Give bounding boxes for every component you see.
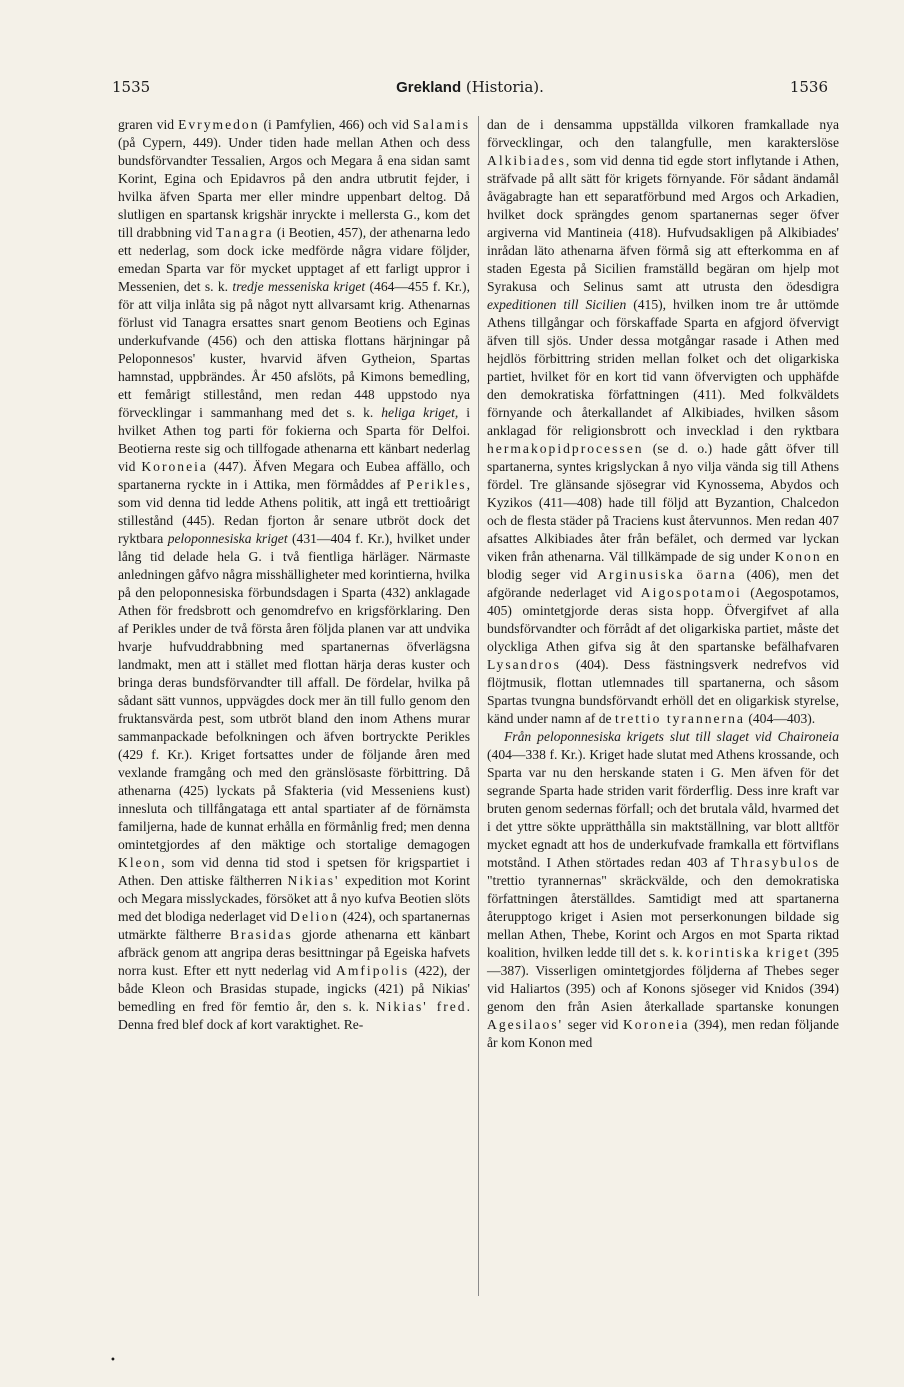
header-title <box>112 78 828 96</box>
spaced-name: Brasidas <box>229 927 293 942</box>
italic-term: tredje messeniska kriget <box>232 279 366 294</box>
right-paragraph-1: dan de i densamma uppställda vilkoren framkallade nya förvecklingar, och den talangfulle, men karakterslöse Alkibiades, som vid denna tid egde stort inflytande i Athen, sträfvade på allt sätt för krigets förnyande. För sådant ändamål åvägabragte han ett separatförbund med Argos och Arkadien, hvilket dock sprängdes genom spartanernas seger öfver argiverna vid Mantineia (418). Hufvudsakligen på Alkibiades' inrådan läto athenarna äfven förmå sig att efterkomma en af staden Egesta på Sicilien framställd begäran om hjelp mot Syrakusa och Selinus samt att utrusta den ödesdigra expeditionen till Sicilien (415), hvilken inom tre år uttömde Athens tillgångar och förskaffade Sparta en afgjord öfvervigt äfven till sjös. Under dessa motgångar rasade i Athen med hejdlös förbittring striden mellan folket och det oligarkiska partiet, hvilket för en kort tid vann öfvervigten och upphäfde den demokratiska författningen (411). Med folkväldets förnyande och återkallandet af Alkibiades, hvilken såsom anklagad för religionsbrott och invecklad i den ryktbara hermakopidprocessen (se d. o.) hade gått öfver till spartanerna, syntes krigslyckan å nyo vilja vända sig till Athens fördel. Tre glänsande sjösegrar vid Kynossema, Abydos och Kyzikos (411—408) hade till följd att Byzantion, Chalcedon och de flesta städer på Traciens kust återvunnos. Men redan 407 afsattes Alkibiades åter från befälet, och dermed var lyckan viken från athenarna. Väl tillkämpade de sig under Konon en blodig seger vid Arginusiska öarna (406), men det afgörande nederlaget vid Aigospotamoi (Aegospotamos, 405) omintetgjorde deras sista hopp. Öfvergifvet af alla bundsförvandter och förrådt af det oligarkiska partiet, måste det olyckliga Athen gifva sig åt den spartanske befälhafvaren Lysandros (404). Dess fästningsverk nedrefvos vid flöjtmusik, flottan utlemnades till spartanerna, och såsom Spartas tvungna bundsförvandt erhöll det en oligarkisk styrelse, känd under namn af de trettio tyrannerna (404—403). <box>487 117 840 726</box>
left-paragraph: graren vid Evrymedon (i Pamfylien, 466) och vid Salamis (på Cypern, 449). Under tiden hade mellan Athen och dess bundsförvandter Tessalien, Argos och Megara å ena sidan samt Korint, Egina och Epidavros på den andra utbrutit fejder, i hvilka äfven Sparta mer eller mindre uppenbart deltog. Då slutligen en spartansk krigshär inryckte i mellersta G., kom det till drabbning vid Tanagra (i Beotien, 457), der athenarna ledo ett nederlag, som dock icke medförde några vidare följder, emedan Sparta var för mycket upptaget af ett farligt uppror i Messenien, det s. k. tredje messeniska kriget (464—455 f. Kr.), för att vilja inlåta sig på något nytt allvarsamt krig. Athenarnas förlust vid Tanagra ersattes snart genom Beotiens och Eginas underkufvande (456) och den attiska flottans härjningar på Peloponnesos' kuster, hvarvid äfven Gytheion, Spartas hamnstad, uppbrändes. År 450 afslöts, på Kimons bemedling, ett femårigt stillestånd, men redan 448 uppstodo nya förvecklingar i sammanhang med det s. k. heliga kriget, i hvilket Athen tog parti för fokierna och Sparta för Delfoi. Beotierna reste sig och tillfogade athenarna ett känbart nederlag vid Koroneia (447). Äfven Megara och Eubea affällo, och spartanerna ryckte in i Attika, men förmåddes af Perikles, som vid denna tid ledde Athens politik, att ingå ett trettioårigt stillestånd (445). Redan fjorton år senare utbröt dock det ryktbara peloponnesiska kriget (431—404 f. Kr.), hvilket under lång tid delade hela G. i två fientliga härläger. Närmaste anledningen gåfvo några misshälligheter med korintierna, hvilka på den peloponnesiska förbundsdagen i Sparta (432) anklagade Athen för fredsbrott och genomdrefvo en krigsförklaring. Den af Perikles under de två första åren följda planen var att undvika hvarje hufvuddrabbning med spartanernas öfverlägsna landmakt, men att i stället med flottan härja deras kuster och bringa deras bundsförvandter till affall. De fördelar, hvilka på sådant sätt vunnos, uppvägdes dock mer än till fullo genom den fruktansvärda pest, som utbröt bland den inom Athens murar sammanpackade befolkningen och äfven bortryckte Perikles (429 f. Kr.). Kriget fortsattes under de följande åren med vexlande framgång och med den gränslösaste förbittring. Då athenarna (425) lyckats på Sfakteria (vid Messeniens kust) innesluta och tillfångataga ett antal spartiater af de förnämsta familjerna, hade de kunnat erhålla en förmånlig fred; men denna omintetgjordes af den mäktige och stortalige demagogen Kleon, som vid denna tid stod i spetsen för krigspartiet i Athen. Den attiske fältherren Nikias' expedition mot Korint och Megara misslyckades, försöket att å nyo kufva Beotien slöts med det blodiga nederlaget vid Delion (424), och spartanernas utmärkte fältherre Brasidas gjorde athenarna ett känbart afbräck genom att angripa deras besittningar på Egeiska hafvets norra kust. Efter ett nytt nederlag vid Amfipolis (422), der både Kleon och Brasidas stupade, ingicks (421) på Nikias' bemedling en fred för femtio år, den s. k. Nikias' fred. Denna fred blef dock af kort varaktighet. Re- <box>118 117 471 1032</box>
spaced-name: Salamis <box>412 117 470 132</box>
spaced-name: Perikles <box>406 477 467 492</box>
header-title-bold: Grekland <box>396 79 462 96</box>
running-header <box>112 78 828 100</box>
spaced-name: Koroneia <box>141 459 208 474</box>
spaced-name: Nikias' <box>287 873 340 888</box>
spaced-name: Amfipolis <box>336 963 410 978</box>
right-column <box>487 116 839 1052</box>
header-title-rest: (Historia). <box>461 78 544 96</box>
spaced-name: Lysandros <box>487 657 561 672</box>
spaced-name: Arginusiska öarna <box>597 567 737 582</box>
spaced-name: hermakopidprocessen <box>487 441 644 456</box>
column-divider <box>478 116 479 1296</box>
spaced-name: Thrasybulos <box>730 855 820 870</box>
italic-term: expeditionen till Sicilien <box>487 297 627 312</box>
spaced-name: Kleon <box>118 855 162 870</box>
spaced-name: Agesilaos' <box>487 1017 564 1032</box>
italic-term: heliga kriget, <box>381 405 459 420</box>
spaced-name: Delion <box>290 909 340 924</box>
spaced-name: korintiska kriget <box>686 945 811 960</box>
margin-mark: • <box>110 1355 116 1366</box>
spaced-name: Koroneia <box>622 1017 690 1032</box>
spaced-name: Nikias' fred <box>375 999 467 1014</box>
spaced-name: Alkibiades <box>487 153 566 168</box>
italic-term: Från peloponnesiska krigets slut till slaget vid Chaironeia <box>504 729 839 744</box>
right-paragraph-2: Från peloponnesiska krigets slut till slaget vid Chaironeia (404—338 f. Kr.). Kriget hade slutat med Athens krossande, och Sparta var nu den herskande staten i G. Men äfven för det segrande Sparta hade striden varit förderflig. Dess inre kraft var bruten genom sedernas förfall; och det brutala våld, hvarmed det i det yttre sökte upprätthålla sin maktställning, var blott alltför mycket egnadt att hos de underkufvade framkalla ett förtviflans motstånd. I Athen störtades redan 403 af Thrasybulos de "trettio tyrannernas" skräckvälde, och den demokratiska författningen återställdes. Samtidigt med att spartanerna återupptogo kriget i Asien mot perserkonungen bildade sig mellan Athen, Thebe, Korint och Argos en mot Sparta riktad koalition, hvilken ledde till det s. k. korintiska kriget (395—387). Visserligen omintetgjordes följderna af Thebes seger vid Haliartos (395) och af Konons sjöseger vid Knidos (394) genom den från Asien återkallade spartanske konungen Agesilaos' seger vid Koroneia (394), men redan följande år kom Konon med <box>487 729 839 1050</box>
italic-term: peloponnesiska kriget <box>167 531 288 546</box>
spaced-name: Konon <box>774 549 822 564</box>
page-number-left: 1535 <box>112 78 151 96</box>
spaced-name: Aigospotamoi <box>640 585 742 600</box>
page-number-right: 1536 <box>789 78 828 96</box>
spaced-name: Evrymedon <box>178 117 260 132</box>
left-column <box>118 116 470 1034</box>
spaced-name: trettio tyrannerna <box>614 711 745 726</box>
spaced-name: Tanagra <box>215 225 274 240</box>
